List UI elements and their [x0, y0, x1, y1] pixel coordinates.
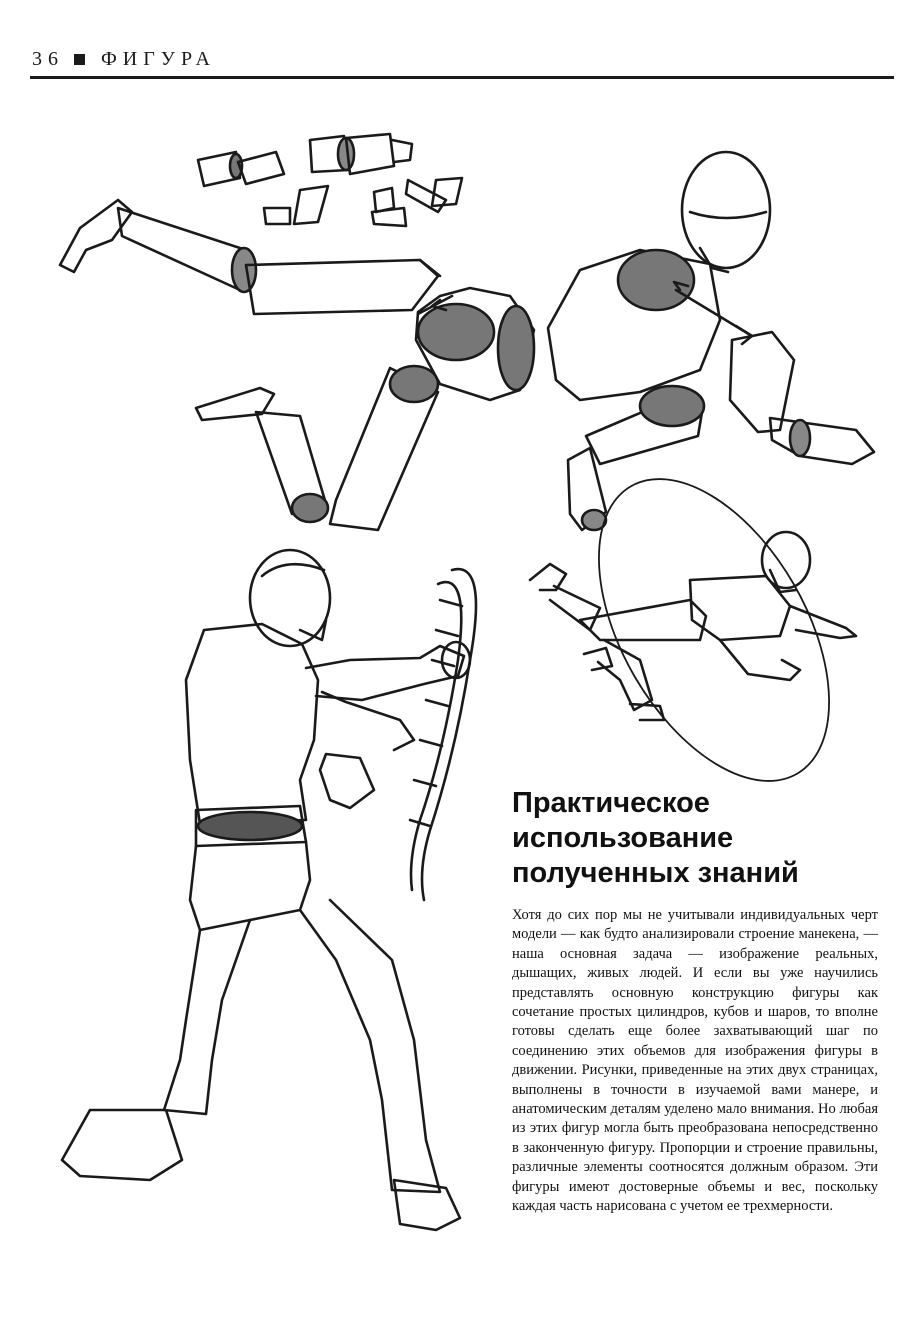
square-bullet-icon — [74, 54, 85, 65]
heading-line-3: полученных знаний — [512, 857, 799, 889]
article-body: Хотя до сих пор мы не учитывали индивидуальных черт модели — как будто анализировали строение манекена, — наша основная задача — изображение реальных, дышащих, живых людей. И если вы уже научились представлять основную конструкцию фигуры как сочетание простых цилиндров, кубов и шаров, то вполне готовы сделать еще более захватывающий шаг по соединению этих объемов для изображения фигуры в движении. Рисунки, приведенные на этих двух страницах, выполнены в точности в изучаемой вами манере, и анатомическим деталям уделено мало внимания. Но любая из этих фигур могла быть преобразована непосредственно в законченную фигуру. Пропорции и строение правильны, различные элементы соотносятся должным образом. Эти фигуры имеют достоверные объемы и вес, поскольку каждая часть нарисована с учетом ее трехмерности. — [512, 907, 878, 1215]
page-number: 36 — [32, 48, 64, 70]
heading-line-2: использование — [512, 822, 734, 854]
diving-figure — [530, 440, 877, 820]
mannequin-parts-right — [548, 152, 874, 530]
header-rule — [30, 76, 894, 79]
section-title: ФИГУРА — [101, 48, 216, 70]
scattered-cylinders — [198, 134, 462, 226]
mannequin-parts-left — [60, 200, 534, 530]
standing-figure-with-rope — [62, 550, 476, 1230]
running-head — [32, 48, 216, 71]
heading-line-1: Практическое — [512, 787, 710, 819]
article-heading — [512, 786, 872, 891]
